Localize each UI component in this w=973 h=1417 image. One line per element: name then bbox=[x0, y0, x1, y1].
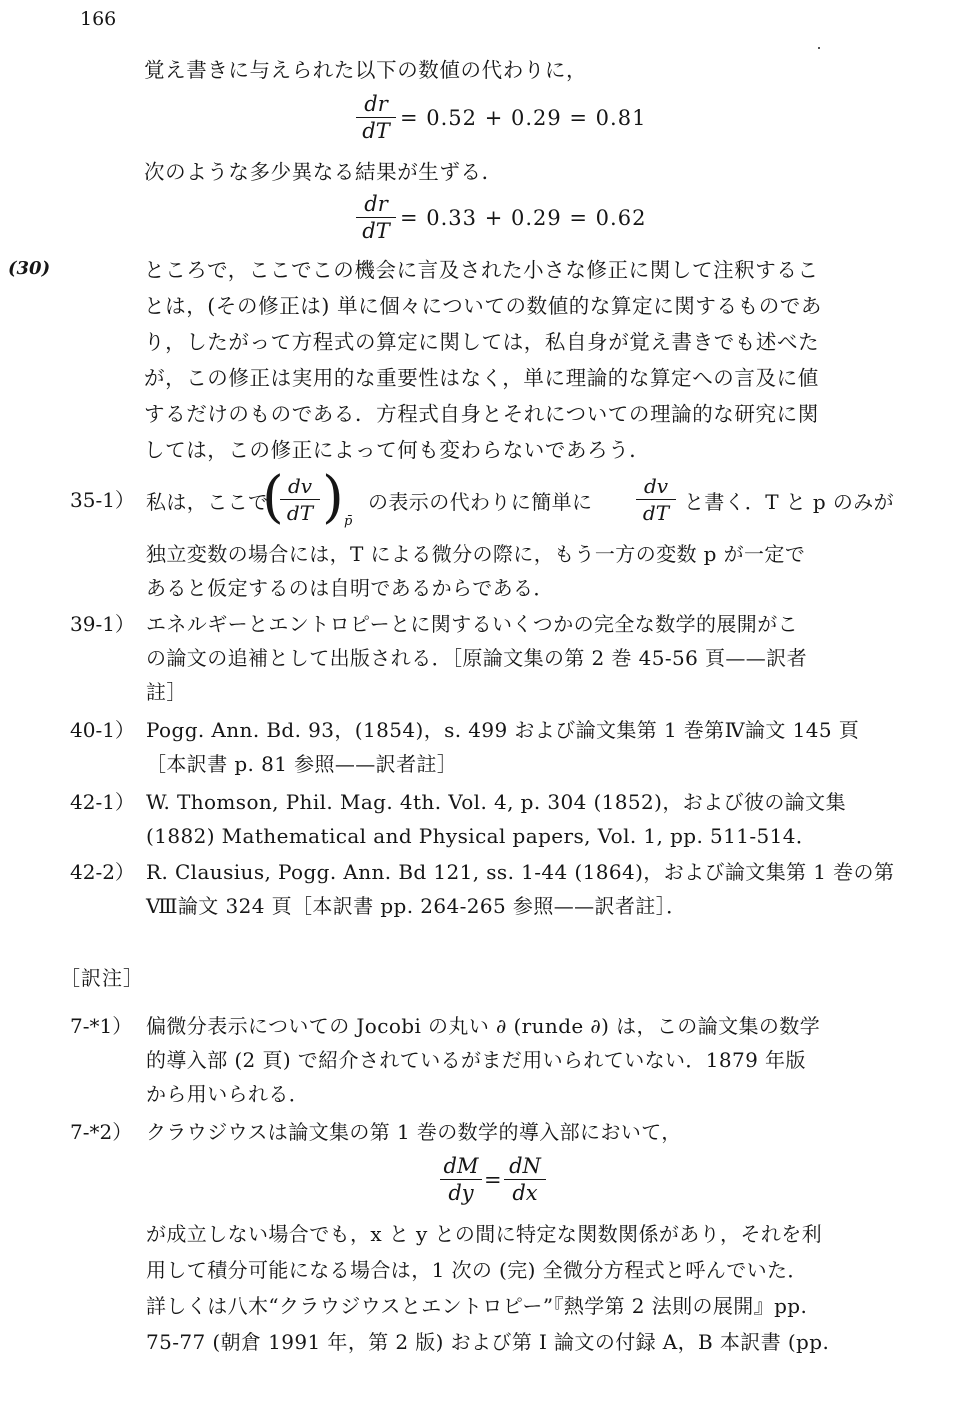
note-line: Ⅷ論文 324 頁［本訳書 pp. 264-265 参照——訳者註］． bbox=[146, 894, 687, 918]
equals-sign: = bbox=[484, 1168, 503, 1192]
fraction-bar bbox=[504, 1179, 546, 1180]
intro-line: 覚え書きに与えられた以下の数値の代わりに， bbox=[144, 58, 588, 82]
note-line: Pogg. Ann. Bd. 93，(1854)，s. 499 および論文集第 1 巻第Ⅳ論文 145 頁 bbox=[146, 718, 860, 742]
fraction-bar bbox=[440, 1179, 482, 1180]
note-line: (1882) Mathematical and Physical papers, Vol. 1, pp. 511-514． bbox=[146, 824, 817, 848]
paragraph-line: が，この修正は実用的な重要性はなく，単に理論的な算定への言及に値 bbox=[144, 366, 819, 390]
subscript: p̄ bbox=[344, 514, 353, 529]
note-line: 註］ bbox=[146, 680, 187, 704]
numerator: dM bbox=[443, 1154, 479, 1178]
paren-fraction bbox=[280, 474, 320, 525]
inline-fraction bbox=[636, 474, 676, 525]
numerator: dr bbox=[364, 192, 388, 216]
denominator: dT bbox=[286, 501, 314, 525]
numerator: dv bbox=[643, 474, 669, 498]
note-line: が成立しない場合でも，x と y との間に特定な関数関係があり，それを利 bbox=[146, 1222, 823, 1246]
note-label: 7-*2） bbox=[70, 1120, 133, 1144]
left-fraction bbox=[440, 1154, 482, 1205]
equation-rhs: = 0.33 + 0.29 = 0.62 bbox=[400, 206, 647, 230]
denominator: dT bbox=[362, 219, 390, 243]
paragraph-line: ところで，ここでこの機会に言及された小さな修正に関して注釈するこ bbox=[144, 258, 819, 282]
note-label: 35-1） bbox=[70, 488, 135, 512]
fraction-bar bbox=[280, 499, 320, 500]
page-number: 166 bbox=[80, 8, 117, 30]
paragraph-line: とは，(その修正は) 単に個々についての数値的な算定に関するものであ bbox=[144, 294, 822, 318]
denominator: dT bbox=[642, 501, 670, 525]
note-line: 偏微分表示についての Jocobi の丸い ∂ (runde ∂) は，この論文集の数学 bbox=[146, 1014, 821, 1038]
note-line: 用して積分可能になる場合は，1 次の (完) 全微分方程式と呼んでいた． bbox=[146, 1258, 808, 1282]
note-line: あると仮定するのは自明であるからである． bbox=[146, 576, 554, 600]
mid-line: 次のような多少異なる結果が生ずる． bbox=[144, 160, 503, 184]
note-line: 的導入部 (2 頁) で紹介されているがまだ用いられていない．1879 年版 bbox=[146, 1048, 806, 1072]
note-label: 40-1） bbox=[70, 718, 135, 742]
denominator: dT bbox=[362, 119, 390, 143]
note-label: 39-1） bbox=[70, 612, 135, 636]
paragraph-line: り，したがって方程式の算定に関しては，私自身が覚え書きでも述べた bbox=[144, 330, 820, 354]
fraction-bar bbox=[356, 117, 396, 118]
section-title: ［訳注］ bbox=[60, 966, 144, 990]
left-paren: ( bbox=[262, 465, 284, 530]
note-line: から用いられる． bbox=[146, 1082, 310, 1106]
note-35-first-line bbox=[146, 465, 946, 532]
note-text: と書く．T と p のみが bbox=[684, 490, 895, 514]
margin-page-mark: (30) bbox=[8, 258, 51, 279]
paragraph-line: するだけのものである．方程式自身とそれについての理論的な研究に関 bbox=[144, 402, 819, 426]
right-fraction bbox=[504, 1154, 546, 1205]
fraction bbox=[356, 192, 396, 243]
denominator: dy bbox=[448, 1181, 474, 1205]
speck bbox=[818, 47, 820, 49]
numerator: dv bbox=[287, 474, 313, 498]
note-line: の論文の追補として出版される．［原論文集の第 2 巻 45-56 頁——訳者 bbox=[146, 646, 808, 670]
note-line: エネルギーとエントロピーとに関するいくつかの完全な数学的展開がこ bbox=[146, 612, 798, 636]
note-label: 7-*1） bbox=[70, 1014, 133, 1038]
numerator: dN bbox=[509, 1154, 541, 1178]
note-line: 詳しくは八木“クラウジウスとエントロピー”『熱学第 2 法則の展開』pp. bbox=[146, 1294, 808, 1318]
note-label: 42-1） bbox=[70, 790, 135, 814]
denominator: dx bbox=[512, 1181, 538, 1205]
note-line: クラウジウスは論文集の第 1 巻の数学的導入部において， bbox=[146, 1120, 682, 1144]
note-line: 75-77 (朝倉 1991 年，第 2 版) および第 I 論文の付録 A，B 本訳書 (pp. bbox=[146, 1330, 830, 1354]
note-text: 私は，ここで bbox=[146, 490, 269, 514]
note-line: 独立変数の場合には，T による微分の際に，もう一方の変数 p が一定で bbox=[146, 542, 806, 566]
fraction bbox=[356, 92, 396, 143]
note-text: の表示の代わりに簡単に bbox=[368, 490, 593, 514]
fraction-bar bbox=[636, 499, 676, 500]
paragraph-line: しては，この修正によって何も変わらないであろう． bbox=[144, 438, 651, 462]
right-paren: ) bbox=[322, 465, 344, 530]
equation-rhs: = 0.52 + 0.29 = 0.81 bbox=[400, 106, 647, 130]
fraction-bar bbox=[356, 217, 396, 218]
note-label: 42-2） bbox=[70, 860, 135, 884]
note-line: W. Thomson, Phil. Mag. 4th. Vol. 4, p. 304 (1852)，および彼の論文集 bbox=[146, 790, 846, 814]
note-line: R. Clausius, Pogg. Ann. Bd 121, ss. 1-44 (1864)，および論文集第 1 巻の第 bbox=[146, 860, 895, 884]
note-line: ［本訳書 p. 81 参照——訳者註］ bbox=[146, 752, 458, 776]
numerator: dr bbox=[364, 92, 388, 116]
